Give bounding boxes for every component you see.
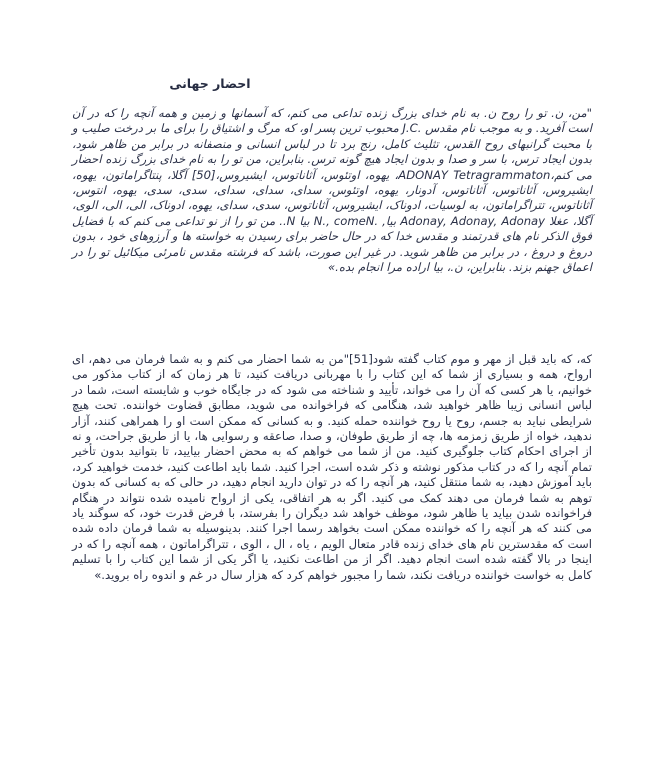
invocation-quote-paragraph: "من، ن. تو را روح ن. به نام خدای بزرگ زنده تداعی می کنم، که آسمانها و زمین و همه آنچه را که در آن است آفرید. و به موجب نام مقدس .J.C محبوب ترین پسر او، که مرگ و اشتیاق را برای ما بر درخت صلیب و با محبت گرانبهای روح القدس، تثلیث کامل، رنج برد تا در لباس انسانی و منصفانه در برابر من ظاهر شود، بدون ایجاد ترس، با سر و صدا و بدون ایجاد هیچ گونه ترس. بنابراین، من تو را به نام خدای بزرگ زنده احضار می کنم،ADONAY Tetragrammaton، یهوه، اوتئوس، آثاناتوس، ایشیروس،[50] آگلا، پنتاگراماتون، یهوه، ایشیروس، آثاناتوس، آثاناتوس، آدونار، یهوه، اوتئوس، سدای، سدای، سدای، سدی، سدی، یهوه، انتوس، آثاناتوس، تتراگراماتون، به لوسیات، ادوناک، ایشیروس، آثاناتوس، سدی، سدای، یهوه، ادوناک، الی، الی، الوی، آگلا، عغلا Adonay, Adonay, Adonay بیا, .N., comeN بیا N.. من تو را از نو تداعی می کنم که با فضایل فوق الذکر نام های قدرتمند و مقدس خدا که در حال حاضر برای رسیدن به خواسته ها و آرزوهای خود ، بدون دروغ و دروغ ، در برابر من ظاهر شوید. در غیر این صورت، باشد که فرشته مقدس نامرئی میکائیل تو را در اعماق جهنم بزند. بنابراین، ن.، بیا اراده مرا انجام بده.»	[72, 106, 593, 275]
body-paragraph: که، که باید قبل از مهر و موم کتاب گفته شود[51]"من به شما احضار می کنم و به شما فرمان می دهم، ای ارواح، همه و بسیاری از شما که این کتاب را با مهربانی دریافت کنید، تا هر زمان که از کتاب مذکور می خوانیم، یا هر کسی که آن را می خواند، تأیید و شناخته می شود که در جایگاه خوب و شایسته است، شما در لباس انسانی زیبا ظاهر خواهید شد، هنگامی که فراخوانده می شوید، مطابق قضاوت خواننده. تحت هیچ شرایطی نباید به جسم، روح یا روح خواننده حمله کنید. و به کسانی که ممکن است او را همراهی کنند، آزار ندهید، خواه از طریق زمزمه ها، چه از طریق طوفان، و صدا، صاعقه و رسوایی ها، یا از طریق جراحت، و نه از اجرای احکام کتاب جلوگیری کنید. من از شما می خواهم که به محض احضار بیایید، تا بتوانید بدون تأخیر تمام آنچه را که در کتاب مذکور نوشته و ذکر شده است، اجرا کنید. شما باید اطاعت کنید، خدمت خواهید کرد، باید آموزش دهید، به شما منتقل کنید، هر آنچه را که در توان دارید انجام دهید، در حالی که به کسانی که بدون توهم به شما فرمان می دهند کمک می کنید. اگر به هر اتفاقی، یکی از ارواح نامیده شده نتواند در هنگام فراخوانده شدن بیاید یا ظاهر شود، موظف خواهد شد دیگران را بفرستد، با فرض قدرت خود، که سوگند یاد می کنند که هر آنچه را که خواننده ممکن است بخواهد رسما اجرا کنند. بدینوسیله به شما فرمان داده شده است که مقدسترین نام های خدای زنده قادر متعال الویم ، یاه ، ال ، الوی ، تتراگراماتون ، همه آنچه را که در اینجا در بالا گفته شده است انجام دهید. اگر از من اطاعت نکنید، یا اگر یکی از شما این کتاب را با تسلیم کامل به خواست خواننده دریافت نکند، شما را مجبور خواهم کرد که هزار سال در غم و اندوه راه بروید.»	[72, 352, 592, 582]
document-title: احضار جهانی	[169, 76, 251, 91]
